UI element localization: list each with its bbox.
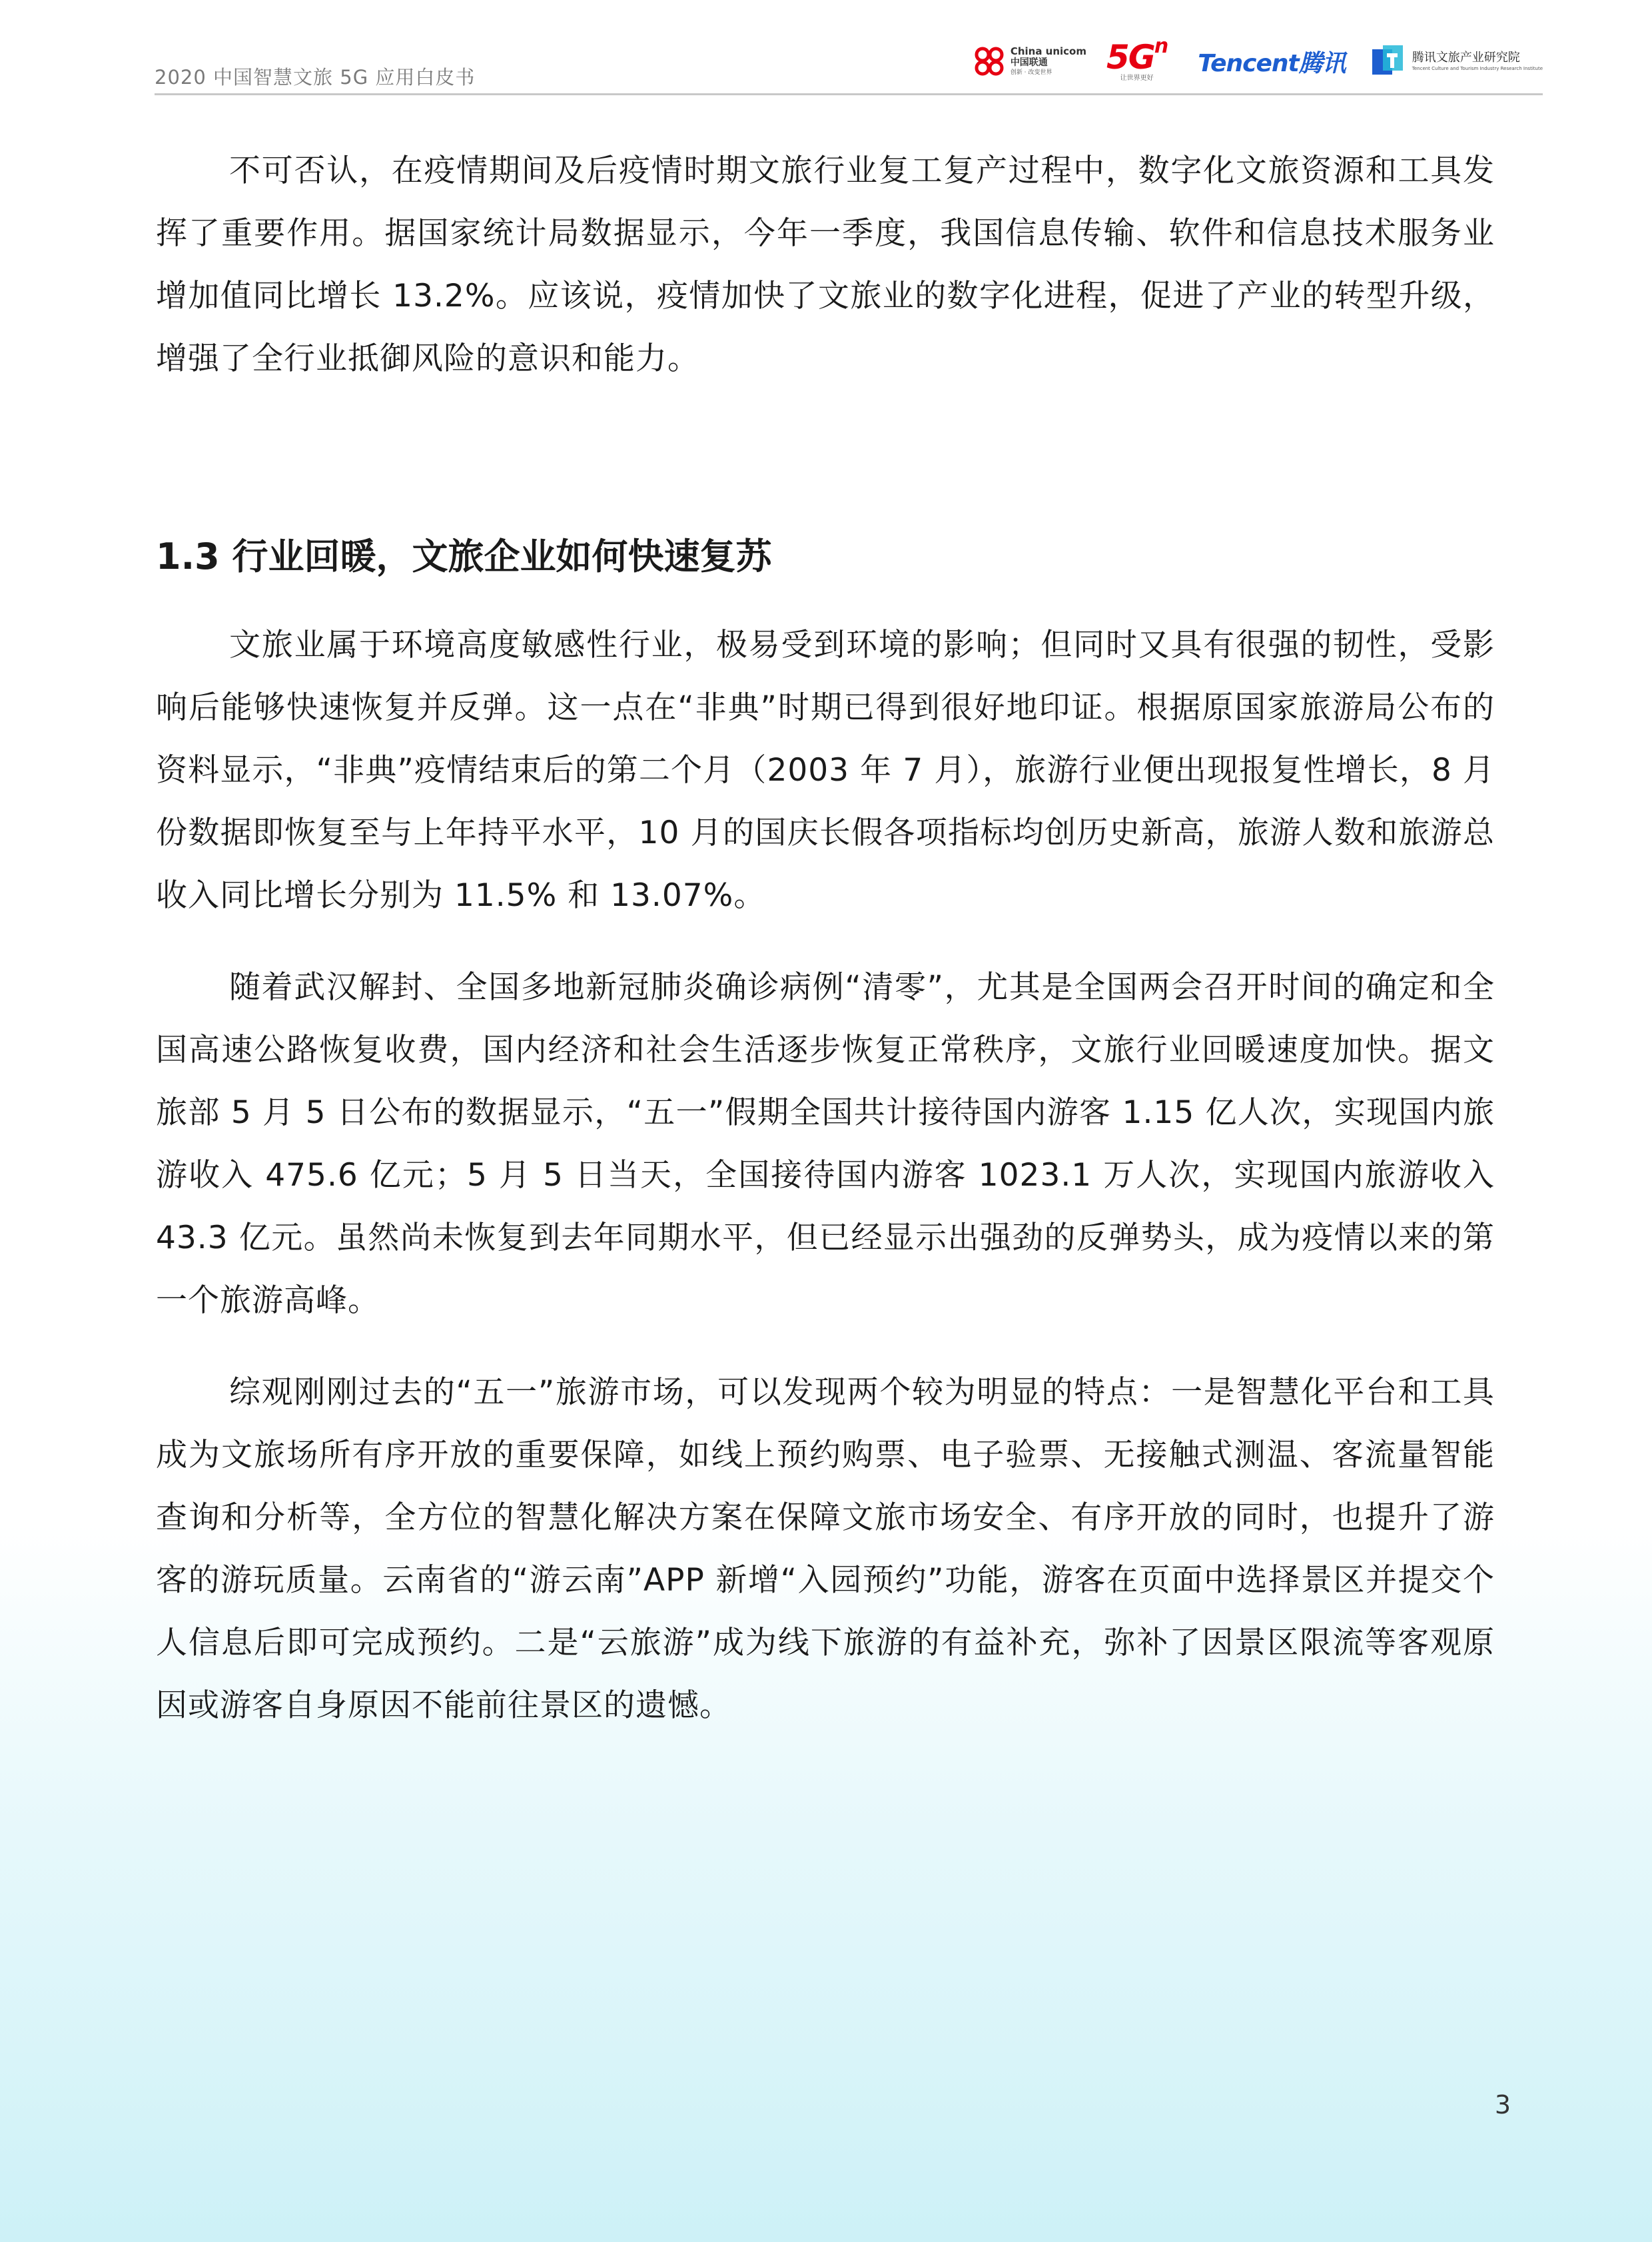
institute-emblem-icon bbox=[1371, 44, 1406, 79]
tencent-culture-tourism-institute-logo bbox=[1371, 44, 1543, 79]
institute-chinese-name: 腾讯文旅产业研究院 bbox=[1412, 50, 1520, 65]
unicom-knot-icon bbox=[971, 43, 1008, 80]
logo-bar bbox=[971, 35, 1543, 88]
intro-paragraph: 不可否认，在疫情期间及后疫情时期文旅行业复工复产过程中，数字化文旅资源和工具发挥了重要作用。据国家统计局数据显示，今年一季度，我国信息传输、软件和信息技术服务业增加值同比增长 13.2%。应该说，疫情加快了文旅业的数字化进程，促进了产业的转型升级，增强了全行业抵御风险的意识和能力。 bbox=[156, 153, 1495, 377]
body-paragraph: 综观刚刚过去的“五一”旅游市场，可以发现两个较为明显的特点：一是智慧化平台和工具成为文旅场所有序开放的重要保障，如线上预约购票、电子验票、无接触式测温、客流量智能查询和分析等，全方位的智慧化解决方案在保障文旅市场安全、有序开放的同时，也提升了游客的游玩质量。云南省的“游云南”APP 新增“入园预约”功能，游客在页面中选择景区并提交个人信息后即可完成预约。二是“云旅游”成为线下旅游的有益补充，弥补了因景区限流等客观原因或游客自身原因不能前往景区的遗憾。 bbox=[156, 1374, 1495, 1724]
5g-superscript: n bbox=[1154, 35, 1168, 58]
tencent-logo: Tencent腾讯 bbox=[1198, 49, 1346, 77]
5g-logo bbox=[1106, 35, 1168, 82]
institute-wordmark bbox=[1412, 52, 1543, 71]
page-header bbox=[155, 27, 1543, 95]
institute-english-name: Tencent Culture and Tourism Industry Research Institute bbox=[1412, 65, 1543, 71]
page-number: 3 bbox=[1494, 2090, 1511, 2119]
unicom-slogan: 创新 · 改变世界 bbox=[1010, 69, 1052, 76]
section-heading: 1.3 行业回暖，文旅企业如何快速复苏 bbox=[156, 536, 772, 577]
document-title: 2020 中国智慧文旅 5G 应用白皮书 bbox=[155, 66, 476, 89]
5g-slogan: 让世界更好 bbox=[1120, 75, 1154, 82]
body-paragraph: 文旅业属于环境高度敏感性行业，极易受到环境的影响；但同时又具有很强的韧性，受影响后能够快速恢复并反弹。这一点在“非典”时期已得到很好地印证。根据原国家旅游局公布的资料显示，“非典”疫情结束后的第二个月（2003 年 7 月），旅游行业便出现报复性增长，8 月份数据即恢复至与上年持平水平，10 月的国庆长假各项指标均创历史新高，旅游人数和旅游总收入同比增长分别为 11.5% 和 13.07%。 bbox=[156, 627, 1495, 914]
page-body bbox=[156, 140, 1495, 1737]
body-paragraph: 随着武汉解封、全国多地新冠肺炎确诊病例“清零”，尤其是全国两会召开时间的确定和全国高速公路恢复收费，国内经济和社会生活逐步恢复正常秩序，文旅行业回暖速度加快。据文旅部 5 月 5 日公布的数据显示，“五一”假期全国共计接待国内游客 1.15 亿人次，实现国内旅游收入 475.6 亿元；5 月 5 日当天，全国接待国内游客 1023.1 万人次，实现国内旅游收入 43.3 亿元。虽然尚未恢复到去年同期水平，但已经显示出强劲的反弹势头，成为疫情以来的第一个旅游高峰。 bbox=[156, 969, 1495, 1319]
china-unicom-logo bbox=[971, 43, 1086, 80]
unicom-chinese-name: 中国联通 bbox=[1010, 57, 1048, 68]
5g-mark bbox=[1106, 35, 1168, 77]
5g-text: 5G bbox=[1106, 38, 1154, 77]
unicom-wordmark bbox=[1011, 47, 1086, 76]
unicom-english-name: China unicom bbox=[1010, 45, 1086, 57]
